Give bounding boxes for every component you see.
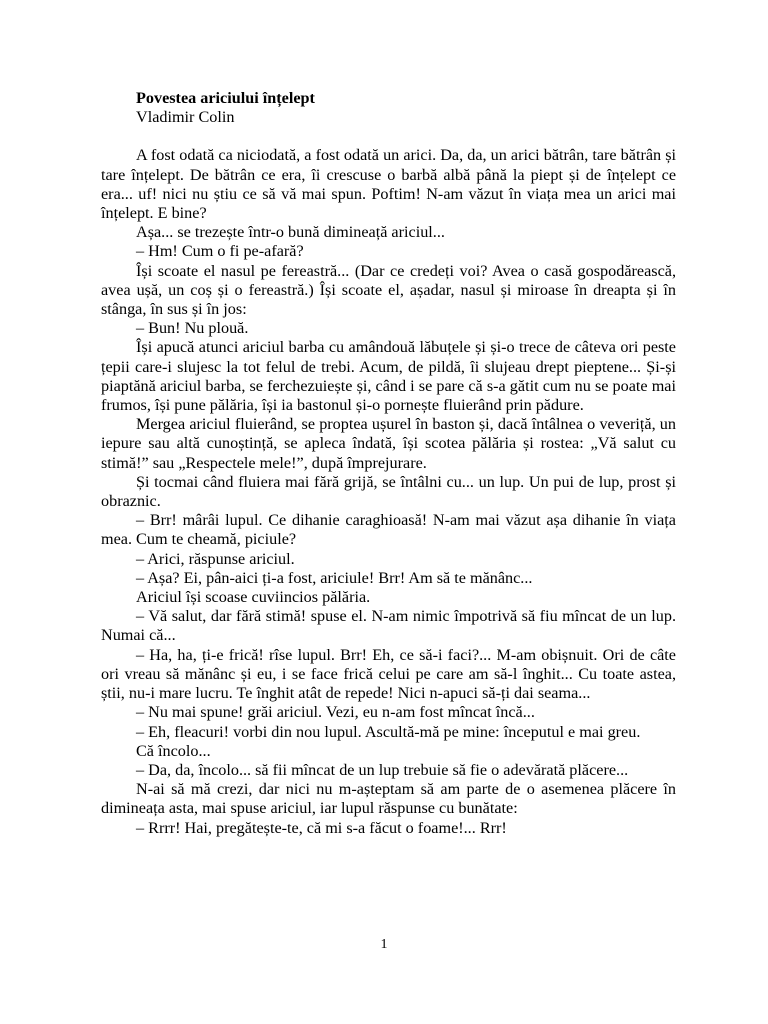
document-body — [101, 89, 676, 838]
paragraph: Ariciul își scoase cuviincios pălăria. — [136, 588, 371, 607]
page-number: 1 — [380, 937, 388, 952]
paragraph: – Bun! Nu plouă. — [136, 319, 249, 338]
paragraph: Își scoate el nasul pe fereastră... (Dar ce credeți voi? Avea o casă gospodărească, avea ușă, un coș și o fereastră.) Își scoate el, așadar, nasul și miroase în dreapta și în stânga, în sus și în jos: — [101, 261, 676, 319]
paragraph: – Da, da, încolo... să fii mîncat de un lup trebuie să fie o adevărată plăcere... — [136, 760, 629, 779]
paragraph: A fost odată ca niciodată, a fost odată un arici. Da, da, un arici bătrân, tare bătrân și tare înțelept. De bătrân ce era, îi crescuse o barbă albă până la piept și de înțelept ce era... uf! nici nu știu ce să vă mai spun. Poftim! N-am văzut în viața mea un arici mai înțelept. E bine? — [101, 146, 676, 223]
paragraph: N-ai să mă crezi, dar nici nu m-așteptam să am parte de o asemenea plăcere în dimineața asta, mai spuse ariciul, iar lupul răspunse cu bunătate: — [101, 780, 676, 818]
paragraph: Că încolo... — [136, 741, 211, 760]
paragraph: – Rrrr! Hai, pregătește-te, că mi s-a făcut o foame!... Rrr! — [136, 818, 507, 837]
paragraph: Mergea ariciul fluierând, se proptea ușurel în baston și, dacă întâlnea o veveriță, un iepure sau altă cunoștință, se apleca îndată, își scotea pălăria și rostea: „Vă salut cu stimă!” sau „Respectele mele!”, după împrejurare. — [101, 415, 676, 472]
paragraph: – Arici, răspunse ariciul. — [136, 549, 295, 568]
story-title: Povestea ariciului înțelept — [136, 89, 315, 107]
paragraph: – Așa? Ei, pân-aici ți-a fost, ariciule! Brr! Am să te mănânc... — [136, 568, 533, 587]
paragraph: – Hm! Cum o fi pe-afară? — [136, 242, 304, 261]
story-author: Vladimir Colin — [136, 108, 235, 127]
paragraph: Și tocmai când fluiera mai fără grijă, se întâlni cu... un lup. Un pui de lup, prost și obraznic. — [101, 472, 676, 511]
paragraph: – Nu mai spune! grăi ariciul. Vezi, eu n-am fost mîncat încă... — [136, 703, 535, 722]
paragraph: Așa... se trezește într-o bună dimineață ariciul... — [136, 223, 445, 242]
paragraph: – Ha, ha, ți-e frică! rîse lupul. Brr! Eh, ce să-i faci?... M-am obișnuit. Ori de câte ori vreau să mănânc și eu, i se face frică celui pe care am să-l înghit... Cu toate astea, știi, nu-i mare lucru. Te înghit atât de repede! Nici n-apuci să-ți dai seama... — [101, 645, 676, 703]
paragraph: – Vă salut, dar fără stimă! spuse el. N-am nimic împotrivă să fiu mîncat de un lup. Numai că... — [101, 607, 676, 645]
paragraph: Își apucă atunci ariciul barba cu amândouă lăbuțele și și-o trece de câteva ori peste țepii care-i slujesc la tot felul de trebi. Acum, de pildă, îi slujeau drept pieptene... Și-și piaptănă ariciul barba, se ferchezuiește și, când i se pare că s-a gătit cum nu se poate mai frumos, își pune pălăria, își ia bastonul și-o pornește fluierând prin pădure. — [101, 338, 676, 415]
paragraph: – Brr! mârâi lupul. Ce dihanie caraghioasă! N-am mai văzut așa dihanie în viața mea. Cum te cheamă, piciule? — [101, 511, 676, 549]
paragraph: – Eh, fleacuri! vorbi din nou lupul. Ascultă-mă pe mine: începutul e mai greu. — [136, 722, 641, 741]
